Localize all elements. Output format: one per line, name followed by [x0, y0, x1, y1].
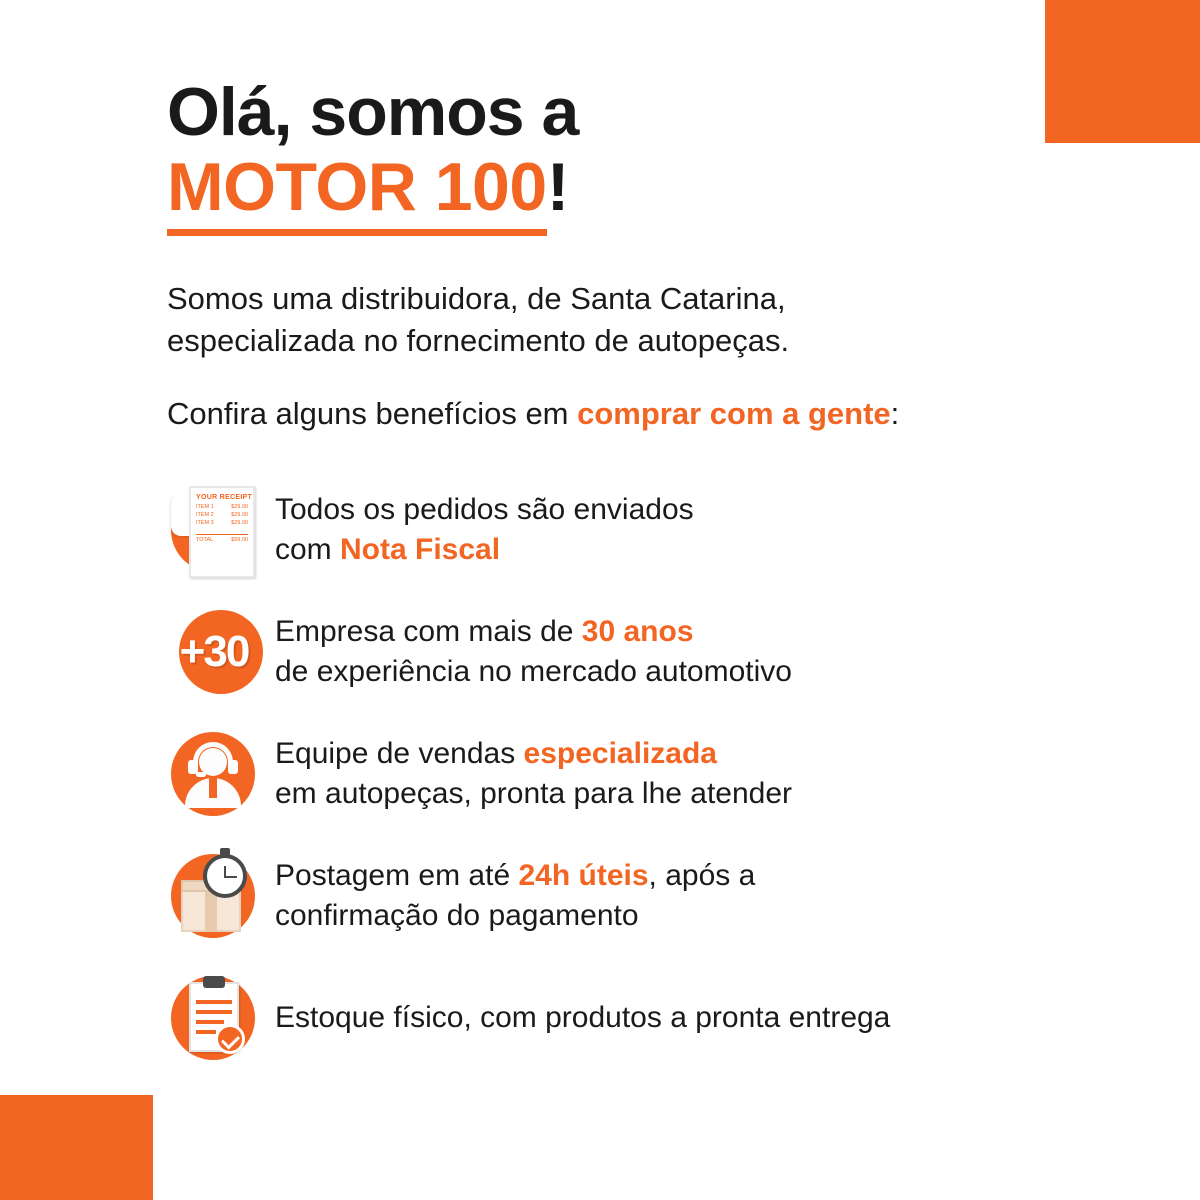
receipt-row [196, 504, 248, 510]
benefit-line1-prefix: Estoque físico, com produtos a pronta entrega [275, 1001, 891, 1035]
check-badge-icon [215, 1024, 245, 1054]
benefit-line1-prefix: Todos os pedidos são enviados [275, 493, 694, 527]
list-item [163, 478, 1163, 582]
benefit-text [263, 856, 755, 935]
benefit-text-line-1 [275, 612, 792, 652]
package-tape-shape [205, 890, 217, 932]
benefit-text-line-2 [275, 530, 694, 570]
receipt-icon [163, 480, 263, 580]
badge-wrapper [163, 610, 263, 694]
benefit-line2-prefix: confirmação do pagamento [275, 899, 639, 932]
benefit-text [263, 998, 890, 1038]
benefit-text-line-2 [275, 896, 755, 936]
benefit-line1-suffix: , após a [648, 859, 756, 893]
package-stopwatch-icon [163, 846, 263, 946]
clipboard-line-shape [196, 1000, 232, 1004]
benefit-text [263, 734, 792, 813]
benefit-line1-highlight: 24h úteis [518, 859, 649, 893]
benefit-list [163, 478, 1163, 1088]
list-item [163, 844, 1163, 948]
intro-line-2: especializada no fornecimento de autopeças. [167, 322, 790, 358]
benefit-line2-prefix: em autopeças, pronta para lhe atender [275, 777, 793, 810]
benefit-text-line-1 [275, 734, 792, 774]
plus-thirty-badge-icon [163, 602, 263, 702]
benefit-line1-prefix: Empresa com mais de [275, 615, 582, 649]
badge-label: +30 [179, 627, 249, 676]
clipboard-line-shape [196, 1020, 224, 1024]
receipt-title: YOUR RECEIPT [196, 494, 253, 501]
clipboard-clasp-shape [203, 976, 225, 988]
benefit-text [263, 612, 792, 691]
decorative-corner-bottom-left [0, 1095, 153, 1200]
benefits-lead-prefix: Confira alguns benefícios em [167, 396, 578, 431]
receipt-row [196, 520, 248, 526]
intro-line-1: Somos uma distribuidora, de Santa Catarina, [167, 281, 786, 316]
clipboard-line-shape [196, 1030, 216, 1034]
receipt-row-value: $29.00 [231, 504, 248, 510]
benefits-lead-suffix: : [890, 396, 900, 431]
clipboard-check-icon [163, 968, 263, 1068]
intro-paragraph [167, 278, 1067, 362]
benefit-text-line-1 [275, 490, 694, 530]
benefit-text-line-1 [275, 856, 755, 896]
receipt-paper [189, 486, 255, 578]
receipt-row-label: ITEM 3 [196, 520, 214, 526]
benefit-line2-highlight: Nota Fiscal [340, 533, 501, 566]
receipt-row-label: ITEM 1 [196, 504, 214, 510]
benefit-text-line-1 [275, 998, 890, 1038]
list-item [163, 600, 1163, 704]
headline-block [167, 74, 1127, 226]
agent-tie-shape [209, 778, 217, 798]
benefit-line1-prefix: Postagem em até [275, 859, 519, 893]
benefit-line1-highlight: 30 anos [581, 615, 694, 649]
receipt-total-value: $59.00 [231, 537, 248, 543]
benefit-line2-prefix: de experiência no mercado automotivo [275, 655, 792, 688]
agent-microphone-shape [196, 772, 206, 777]
clipboard-line-shape [196, 1010, 232, 1014]
receipt-row-value: $29.00 [231, 520, 248, 526]
receipt-row [196, 512, 248, 518]
list-item [163, 966, 1163, 1070]
agent-headset-ear-right-shape [228, 760, 238, 774]
list-item [163, 722, 1163, 826]
receipt-row-value: $29.00 [231, 512, 248, 518]
benefit-line1-prefix: Equipe de vendas [275, 737, 524, 771]
benefits-lead [167, 396, 1117, 432]
headline-line-2 [167, 149, 1127, 226]
receipt-total-row [196, 534, 248, 543]
support-agent-icon [163, 724, 263, 824]
benefit-text [263, 490, 694, 569]
receipt-tab-shape [171, 494, 191, 536]
stopwatch-hand-hour-shape [224, 876, 237, 878]
benefit-line1-highlight: especializada [523, 737, 717, 771]
benefit-text-line-2 [275, 652, 792, 692]
receipt-total-label: TOTAL [196, 537, 214, 543]
benefit-text-line-2 [275, 774, 792, 814]
benefits-lead-highlight: comprar com a gente [577, 396, 891, 431]
brand-exclamation: ! [546, 149, 569, 226]
headline-line-1: Olá, somos a [167, 74, 579, 150]
benefit-line2-prefix: com [275, 533, 341, 566]
brand-name: MOTOR 100 [167, 149, 547, 236]
receipt-row-label: ITEM 2 [196, 512, 214, 518]
